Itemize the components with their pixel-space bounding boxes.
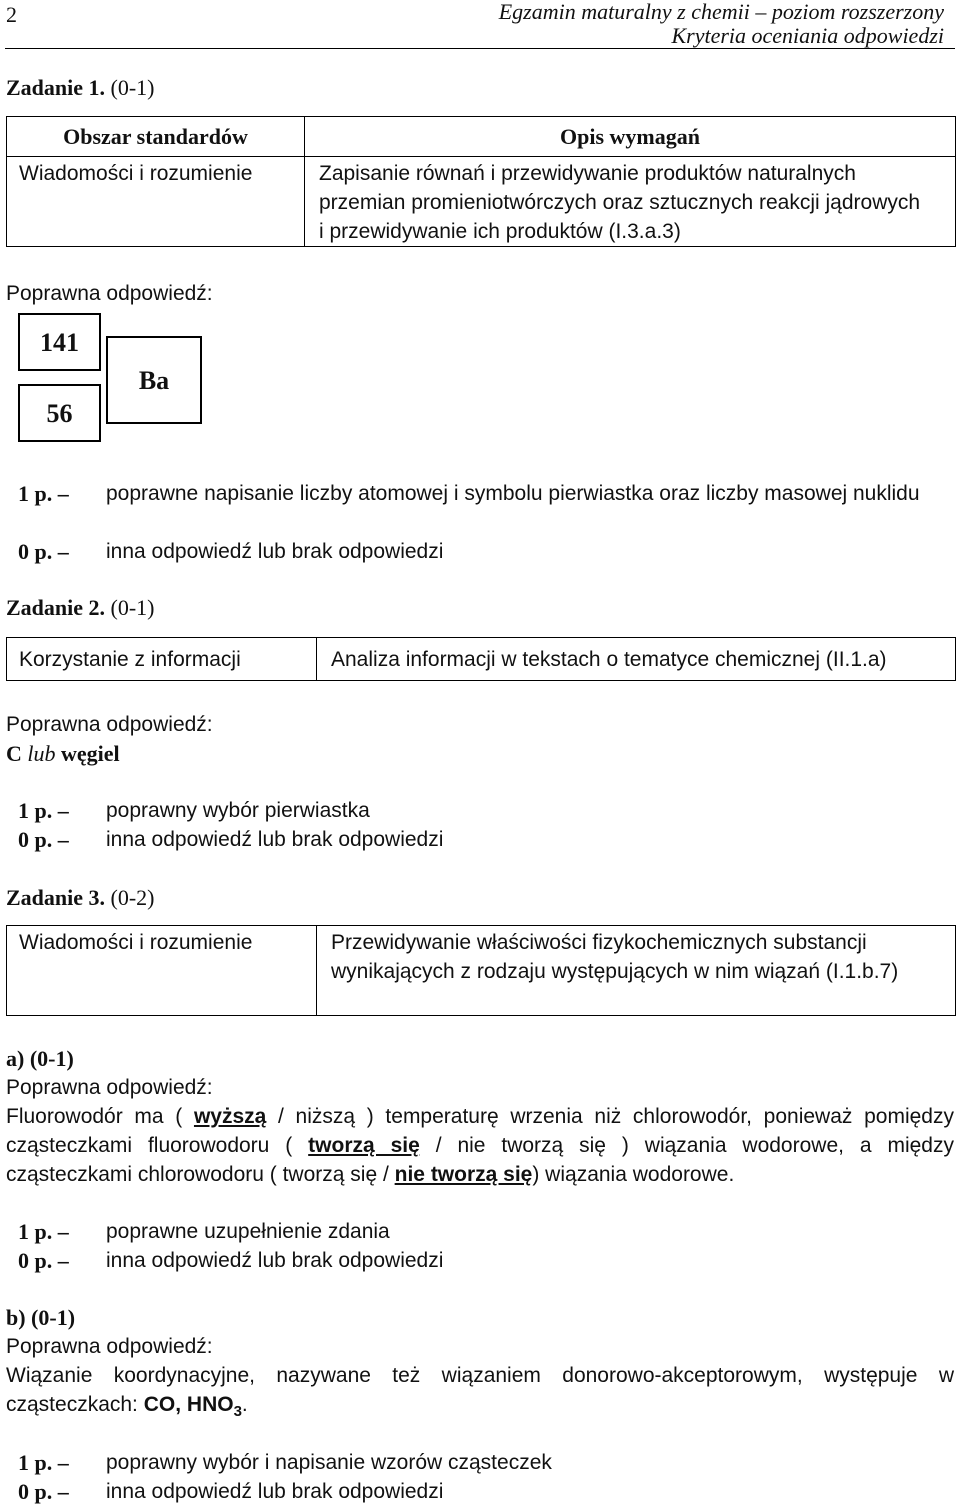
- task1-score-0: 0 p. – inna odpowiedź lub brak odpowiedzi: [18, 539, 444, 564]
- col-header-area: Obszar standardów: [7, 117, 305, 157]
- task1-answer-label: Poprawna odpowiedź:: [6, 282, 213, 305]
- atomic-number-box: 56: [18, 384, 101, 442]
- task1-score-1: 1 p. – poprawne napisanie liczby atomowej i symbolu pierwiastka oraz liczby masowej nuklidu: [18, 481, 920, 506]
- task3b-score-0: 0 p. – inna odpowiedź lub brak odpowiedzi: [18, 1479, 444, 1504]
- task3a-score-1: 1 p. – poprawne uzupełnienie zdania: [18, 1219, 390, 1244]
- header-divider: [5, 48, 955, 49]
- task1-area: Wiadomości i rozumienie: [7, 157, 305, 247]
- header-title: Egzamin maturalny z chemii – poziom rozszerzony: [498, 0, 944, 24]
- task3b-heading: b) (0-1): [6, 1305, 76, 1330]
- task3a-answer: Fluorowodór ma ( wyższą / niższą ) temperaturę wrzenia niż chlorowodór, ponieważ pomiędzy cząsteczkami fluorowodoru ( tworzą się / nie tworzą się ) wiązania wodorowe, a między cząsteczkami chlorowodoru ( tworzą się / nie tworzą się) wiązania wodorowe.: [6, 1105, 954, 1186]
- symbol-box: Ba: [106, 336, 202, 424]
- task2-heading: Zadanie 2. (0-1): [6, 595, 155, 620]
- task2-requirement: Analiza informacji w tekstach o tematyce chemicznej (II.1.a): [317, 638, 956, 681]
- task3-heading: Zadanie 3. (0-2): [6, 885, 155, 910]
- header-subtitle: Kryteria oceniania odpowiedzi: [671, 23, 944, 48]
- task2-standards-table: [6, 637, 956, 681]
- task1-standards-table: [6, 116, 956, 247]
- task3b-answer: Wiązanie koordynacyjne, nazywane też wiązaniem donorowo-akceptorowym, występuje w cząsteczkach: CO, $HNO_3$.: [6, 1364, 954, 1421]
- task2-answer-label: Poprawna odpowiedź:: [6, 713, 213, 736]
- task3-area: Wiadomości i rozumienie: [7, 926, 317, 1016]
- page-header: [499, 0, 944, 48]
- task3b-answer-label: Poprawna odpowiedź:: [6, 1335, 213, 1358]
- col-header-requirements: Opis wymagań: [305, 117, 956, 157]
- task2-score-1: 1 p. – poprawny wybór pierwiastka: [18, 798, 370, 823]
- task3-standards-table: [6, 925, 956, 1016]
- task3a-answer-label: Poprawna odpowiedź:: [6, 1076, 213, 1099]
- task3-requirement: Przewidywanie właściwości fizykochemicznych substancji wynikających z rodzaju występujących w nim wiązań (I.1.b.7): [317, 926, 956, 1016]
- task3b-score-1: 1 p. – poprawny wybór i napisanie wzorów cząsteczek: [18, 1450, 552, 1475]
- mass-number-box: 141: [18, 313, 101, 371]
- page-number: 2: [6, 2, 17, 27]
- task1-heading: Zadanie 1. (0-1): [6, 75, 155, 100]
- task2-score-0: 0 p. – inna odpowiedź lub brak odpowiedzi: [18, 827, 444, 852]
- task3a-heading: a) (0-1): [6, 1046, 74, 1071]
- task2-answer: C lub węgiel: [6, 741, 120, 766]
- task1-requirement: Zapisanie równań i przewidywanie produktów naturalnych przemian promieniotwórczych oraz sztucznych reakcji jądrowych i przewidywanie ich produktów (I.3.a.3): [305, 157, 956, 247]
- task2-area: Korzystanie z informacji: [7, 638, 317, 681]
- task3a-score-0: 0 p. – inna odpowiedź lub brak odpowiedzi: [18, 1248, 444, 1273]
